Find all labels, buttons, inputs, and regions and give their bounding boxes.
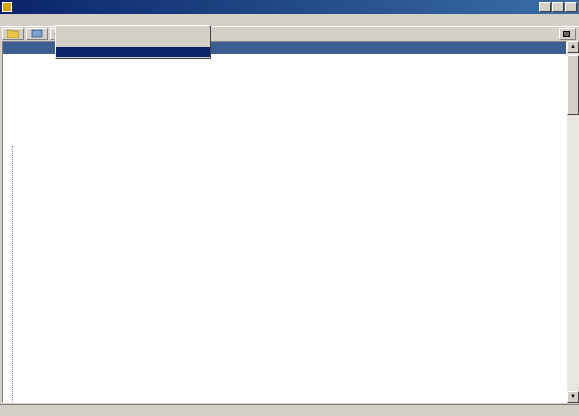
search-menu-item-texts[interactable] xyxy=(56,37,210,47)
calc-button[interactable] xyxy=(559,28,576,40)
scroll-thumb[interactable] xyxy=(567,55,579,115)
maximize-button[interactable] xyxy=(552,2,564,12)
app-icon xyxy=(2,2,12,12)
close-button[interactable] xyxy=(565,2,577,12)
folder-icon xyxy=(7,29,19,38)
calculator-icon xyxy=(563,31,570,37)
window-controls xyxy=(539,2,577,12)
status-bar xyxy=(0,404,579,416)
book-icon xyxy=(31,29,43,38)
search-menu-item-contents[interactable] xyxy=(56,27,210,37)
search-menu-dropdown xyxy=(55,25,211,59)
scroll-up-button[interactable]: ▲ xyxy=(567,41,579,53)
toolbar-book-button[interactable] xyxy=(26,28,48,40)
search-menu-item-goods-code[interactable] xyxy=(56,47,210,57)
title-bar xyxy=(0,0,579,14)
document-tree xyxy=(2,41,567,403)
toolbar-folder-button[interactable] xyxy=(2,28,24,40)
scroll-down-button[interactable]: ▼ xyxy=(567,391,579,403)
minimize-button[interactable] xyxy=(539,2,551,12)
vertical-scrollbar[interactable] xyxy=(567,41,579,403)
tree-connector-line xyxy=(12,146,13,403)
